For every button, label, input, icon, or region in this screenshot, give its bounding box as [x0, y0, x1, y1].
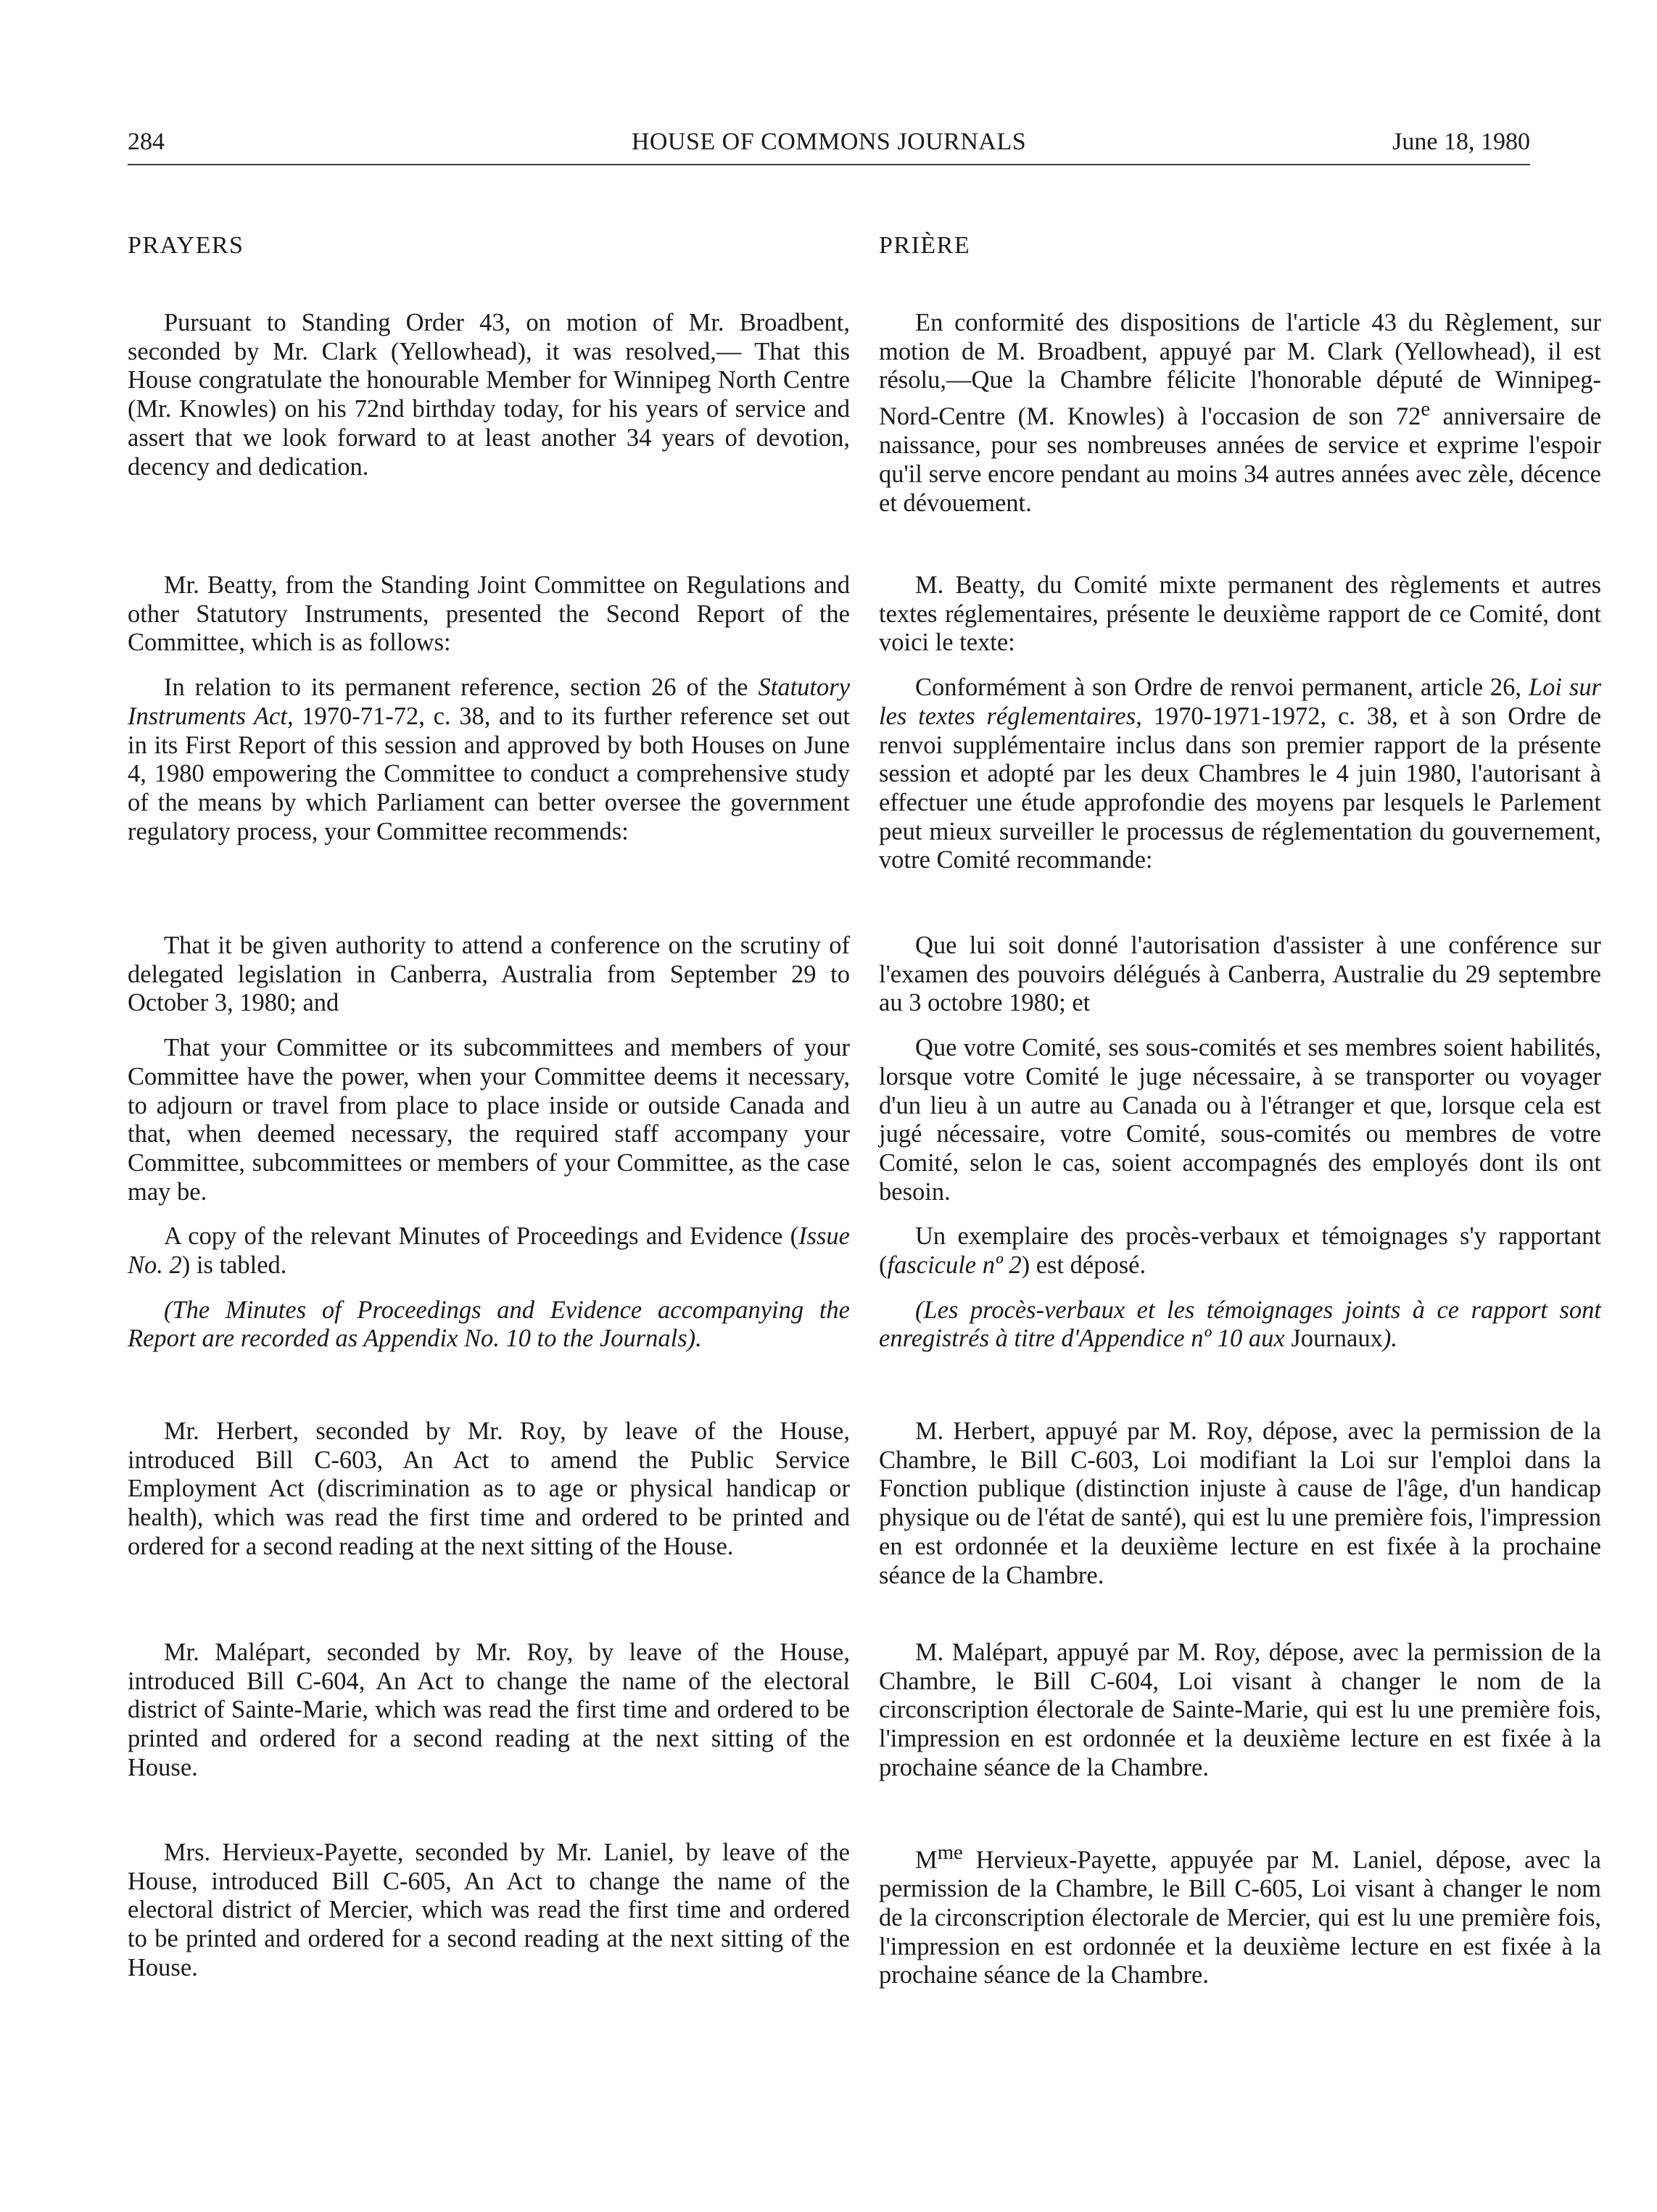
fr-recommend-2: Que votre Comité, ses sous-comités et ses membres soient habilités, lorsque votre Comité le juge nécessaire, à se transporter ou voyager d'un lieu à un autre au Canada ou à l'étranger et que, lorsque cela est jugé nécessaire, votre Comité, sous-comités ou membres de votre Comité, selon le cas, soient accompagnés des employés dont ils ont besoin.	[879, 1034, 1601, 1206]
fr-bill-c605	[879, 1839, 1601, 1990]
en-malepart-text: Mr. Malépart, seconded by Mr. Roy, by leave of the House, introduced Bill C-604, An Act to change the name of the electoral district of Sainte-Marie, which was read the first time and ordered to be printed and ordered for a second reading at the next sitting of the House.	[128, 1639, 850, 1781]
fr-prayers-text: En conformité des dispositions de l'article 43 du Règlement, sur motion de M. Broadbent, appuyé par M. Clark (Yellowhead), il est résolu,—Que la Chambre félicite l'honorable député de Winnipeg-Nord-Centre (M. Knowles) à l'occasion de son 72e anniversaire de naissance, pour ses nombreuses années de service et exprime l'espoir qu'il serve encore pendant au moins 34 autres années avec zèle, décence et dévouement.	[879, 309, 1601, 517]
fr-hervieux-text: $M^{me}$ Hervieux-Payette, appuyée par M. Laniel, dépose, avec la permission de la Chambre, le Bill C-605, Loi visant à changer le nom de la circonscription électorale de Mercier, qui est lu une première fois, l'impression en est ordonnée et la deuxième lecture en est fixée à la prochaine séance de la Chambre.	[879, 1841, 1601, 1989]
fr-copy-tabled: Un exemplaire des procès-verbaux et témoignages s'y rapportant (fascicule nº 2) est déposé.	[879, 1222, 1601, 1280]
page-number: 284	[128, 128, 165, 155]
en-herbert-text: Mr. Herbert, seconded by Mr. Roy, by leave of the House, introduced Bill C-603, An Act to amend the Public Service Employment Act (discrimination as to age or physical handicap or health), which was read the first time and ordered to be printed and ordered for a second reading at the next sitting of the House.	[128, 1417, 850, 1560]
fr-prayers-motion	[879, 309, 1601, 518]
heading-prayers: PRAYERS	[128, 232, 244, 259]
en-recommendations	[128, 932, 850, 1354]
fr-beatty-relation: Conformément à son Ordre de renvoi permanent, article 26, Loi sur les textes réglementaires, 1970-1971-1972, c. 38, et à son Ordre de renvoi supplémentaire inclus dans son premier rapport de la présente session et adopté par les deux Chambres le 4 juin 1980, l'autorisant à effectuer une étude approfondie des moyens par lesquels le Parlement peut mieux surveiller le processus de réglementation du gouvernement, votre Comité recommande:	[879, 674, 1602, 874]
header-rule	[128, 164, 1530, 165]
en-beatty-intro: Mr. Beatty, from the Standing Joint Committee on Regulations and other Statutory Instruments, presented the Second Report of the Committee, which is as follows:	[128, 571, 850, 657]
heading-priere: PRIÈRE	[879, 232, 971, 259]
en-minutes-note: (The Minutes of Proceedings and Evidence accompanying the Report are recorded as Appendix No. 10 to the Journals).	[128, 1296, 850, 1353]
en-prayers-text: Pursuant to Standing Order 43, on motion of Mr. Broadbent, seconded by Mr. Clark (Yellowhead), it was resolved,— That this House congratulate the honourable Member for Winnipeg North Centre (Mr. Knowles) on his 72nd birthday today, for his years of service and assert that we look forward to at least another 34 years of devotion, decency and dedication.	[128, 309, 850, 481]
en-beatty-relation: In relation to its permanent reference, section 26 of the Statutory Instruments Act, 1970-71-72, c. 38, and to its further reference set out in its First Report of this session and approved by both Houses on June 4, 1980 empowering the Committee to conduct a comprehensive study of the means by which Parliament can better oversee the government regulatory process, your Committee recommends:	[128, 674, 851, 845]
fr-bill-c604	[879, 1639, 1601, 1783]
journal-title: HOUSE OF COMMONS JOURNALS	[631, 128, 1027, 155]
fr-beatty-report	[879, 571, 1601, 875]
fr-recommend-1: Que lui soit donné l'autorisation d'assister à une conférence sur l'examen des pouvoirs délégués à Canberra, Australie du 29 septembre au 3 octobre 1980; et	[879, 932, 1601, 1017]
page-date: June 18, 1980	[1392, 128, 1530, 155]
en-bill-c604	[128, 1639, 850, 1783]
fr-malepart-text: M. Malépart, appuyé par M. Roy, dépose, avec la permission de la Chambre, le Bill C-604, Loi visant à changer le nom de la circonscription électorale de Sainte-Marie, qui est lu une première fois, l'impression en est ordonnée et la deuxième lecture en est fixée à la prochaine séance de la Chambre.	[879, 1639, 1601, 1781]
fr-bill-c603	[879, 1417, 1601, 1590]
en-beatty-report	[128, 571, 850, 846]
en-prayers-motion	[128, 309, 850, 481]
en-copy-tabled: A copy of the relevant Minutes of Proceedings and Evidence (Issue No. 2) is tabled.	[128, 1222, 850, 1280]
en-recommend-1: That it be given authority to attend a conference on the scrutiny of delegated legislation in Canberra, Australia from September 29 to October 3, 1980; and	[128, 932, 850, 1017]
fr-recommendations	[879, 932, 1601, 1354]
fr-beatty-intro: M. Beatty, du Comité mixte permanent des règlements et autres textes réglementaires, présente le deuxième rapport de ce Comité, dont voici le texte:	[879, 571, 1601, 657]
en-bill-c605	[128, 1839, 850, 1983]
fr-herbert-text: M. Herbert, appuyé par M. Roy, dépose, avec la permission de la Chambre, le Bill C-603, Loi modifiant la Loi sur l'emploi dans la Fonction publique (distinction injuste à cause de l'âge, d'un handicap physique ou de l'état de santé), qui est lu une première fois, l'impression en est ordonnée et la deuxième lecture en est fixée à la prochaine séance de la Chambre.	[879, 1417, 1601, 1589]
en-bill-c603	[128, 1417, 850, 1562]
en-hervieux-text: Mrs. Hervieux-Payette, seconded by Mr. Laniel, by leave of the House, introduced Bill C-605, An Act to change the name of the electoral district of Mercier, which was read the first time and ordered to be printed and ordered for a second reading at the next sitting of the House.	[128, 1839, 850, 1981]
en-recommend-2: That your Committee or its subcommittees and members of your Committee have the power, when your Committee deems it necessary, to adjourn or travel from place to place inside or outside Canada and that, when deemed necessary, the required staff accompany your Committee, subcommittees or members of your Committee, as the case may be.	[128, 1034, 850, 1206]
fr-minutes-note: (Les procès-verbaux et les témoignages joints à ce rapport sont enregistrés à titre d'Appendice nº 10 aux Journaux).	[879, 1296, 1601, 1353]
